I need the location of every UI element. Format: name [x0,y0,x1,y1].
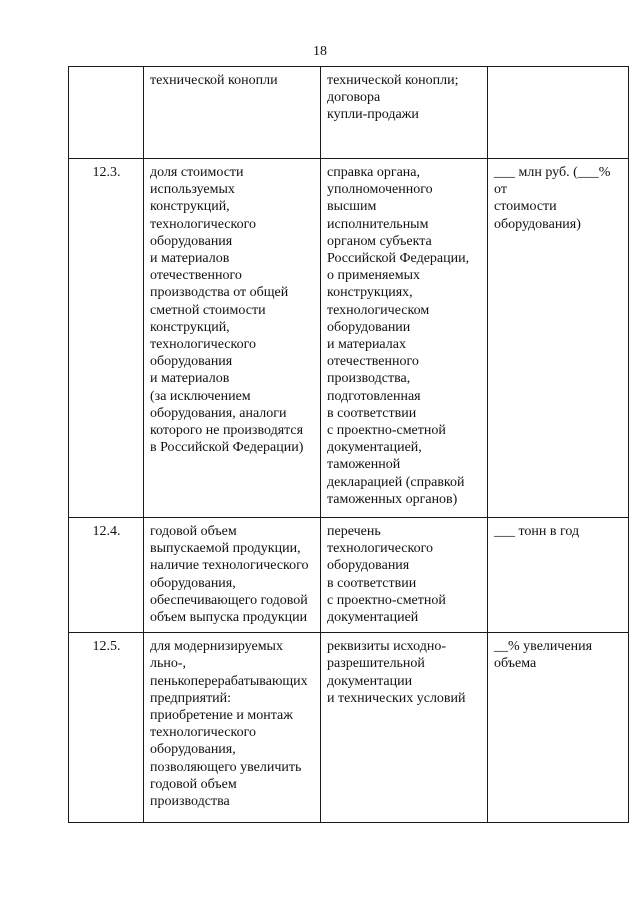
row-number-cell [69,67,144,159]
supporting-document-cell: реквизиты исходно- разрешительной документации и технических условий [321,633,488,823]
indicator-value-cell [488,67,629,159]
table-row [69,633,629,823]
row-number-cell: 12.5. [69,633,144,823]
row-number-cell: 12.4. [69,518,144,633]
table-row [69,159,629,518]
indicator-name-cell: для модернизируемых льно-, пенькоперерабатывающих предприятий: приобретение и монтаж технологического оборудования, позволяющего увеличить годовой объем производства [144,633,321,823]
indicator-name-cell: доля стоимости используемых конструкций, технологического оборудования и материалов отечественного производства от общей сметной стоимости конструкций, технологического оборудования и материалов (за исключением оборудования, аналоги которого не производятся в Российской Федерации) [144,159,321,518]
table-row [69,67,629,159]
indicator-name-cell: технической конопли [144,67,321,159]
indicator-name-cell: годовой объем выпускаемой продукции, наличие технологического оборудования, обеспечивающего годовой объем выпуска продукции [144,518,321,633]
supporting-document-cell: технической конопли; договора купли-продажи [321,67,488,159]
supporting-document-cell: перечень технологического оборудования в соответствии с проектно-сметной документацией [321,518,488,633]
row-number-cell: 12.3. [69,159,144,518]
page-number: 18 [313,44,327,59]
supporting-document-cell: справка органа, уполномоченного высшим исполнительным органом субъекта Российской Федерации, о применяемых конструкциях, технологическом оборудовании и материалах отечественного производства, подготовленная в соответствии с проектно-сметной документацией, таможенной декларацией (справкой таможенных органов) [321,159,488,518]
indicator-value-cell: __% увеличения объема [488,633,629,823]
indicator-value-cell: ___ тонн в год [488,518,629,633]
requirements-table [68,66,629,823]
indicator-value-cell: ___ млн руб. (___% от стоимости оборудования) [488,159,629,518]
table-row [69,518,629,633]
